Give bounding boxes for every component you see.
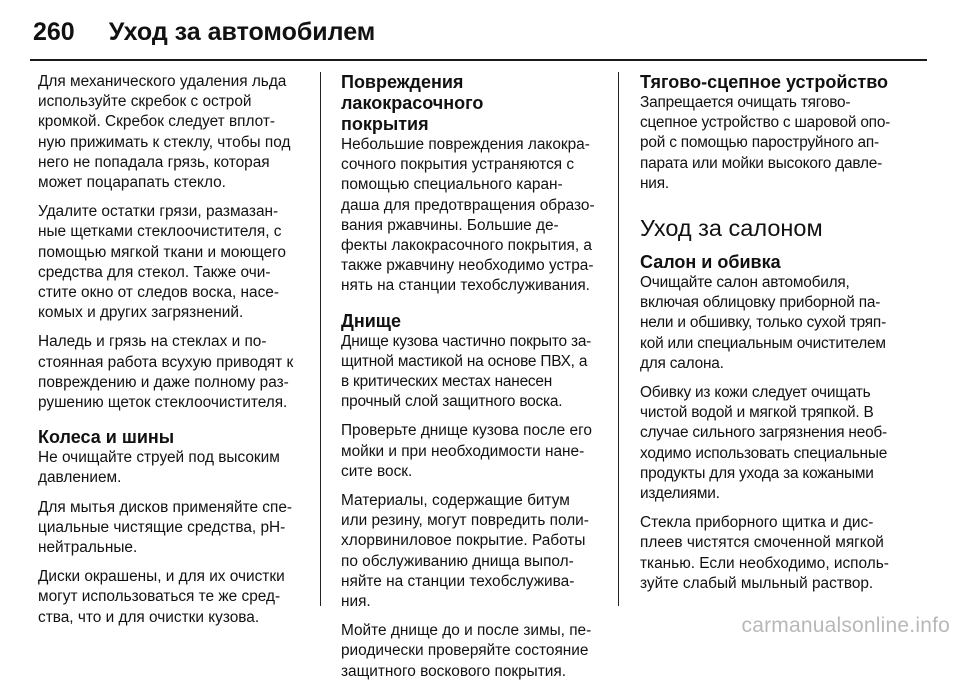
text-line: мойки и при необходимости нане- — [341, 442, 585, 460]
text-line: нейтральные. — [38, 539, 138, 557]
text-line: для салона. — [640, 354, 724, 372]
text-line: Очищайте салон автомобиля, — [640, 274, 850, 292]
column-divider-1 — [320, 72, 321, 606]
text-line: даша для предотвращения образо- — [341, 196, 595, 214]
text-line: сите воск. — [341, 462, 413, 480]
text-line: рушению щеток стеклоочистителя. — [38, 394, 288, 412]
text-line: кой или специальным очистителем — [640, 334, 886, 352]
wheel-cleaner-paragraph — [38, 498, 311, 559]
text-line: кромкой. Скребок следует вплот- — [38, 113, 276, 131]
upholstery-heading: Салон и обивка — [640, 252, 781, 273]
towbar-heading: Тягово-сцепное устройство — [640, 72, 889, 92]
page-title: Уход за автомобилем — [108, 17, 376, 46]
painted-wheels-paragraph — [38, 567, 311, 628]
text-line: по обслуживанию днища выпол- — [341, 552, 574, 570]
underbody-coating-paragraph — [341, 332, 605, 413]
text-line: Повреждения лакокрасочного — [341, 72, 484, 113]
text-line: Обивку из кожи следует очищать — [640, 384, 871, 402]
text-line: ния. — [640, 174, 669, 192]
text-line: продукты для ухода за кожаными — [640, 464, 874, 482]
text-line: Для механического удаления льда — [38, 73, 287, 90]
bitumen-warning-paragraph — [341, 491, 605, 612]
text-line: Материалы, содержащие битум — [341, 492, 570, 510]
paint-repair-paragraph — [341, 135, 605, 297]
column-left — [38, 72, 311, 637]
text-line: комых и других загрязнений. — [38, 304, 244, 322]
dirt-removal-paragraph — [38, 202, 311, 323]
text-line: щитной мастикой на основе ПВХ, а — [341, 352, 588, 370]
text-line: чистой водой и мягкой тряпкой. В — [640, 404, 874, 422]
ice-removal-paragraph — [38, 72, 311, 193]
page-number: 260 — [33, 17, 75, 46]
leather-care-paragraph — [640, 383, 908, 504]
text-line: сцепное устройство с шаровой опо- — [640, 114, 891, 132]
text-line: изделиями. — [640, 485, 720, 503]
text-line: хлорвиниловое покрытие. Работы — [341, 532, 586, 550]
text-line: ния. — [341, 593, 371, 611]
text-line: стите окно от следов воска, насе- — [38, 284, 279, 302]
text-line: средства для стекол. Также очи- — [38, 263, 271, 281]
text-line: Не очищайте струей под высоким — [38, 449, 280, 467]
text-line: стоянная работа всухую приводят к — [38, 353, 294, 371]
paint-damage-heading — [341, 72, 605, 135]
text-line: покрытия — [341, 114, 429, 134]
text-line: включая облицовку приборной па- — [640, 294, 881, 312]
text-line: помощью мягкой ткани и моющего — [38, 243, 286, 261]
text-line: используйте скребок с острой — [38, 93, 252, 111]
text-line: ную прижимать к стеклу, чтобы под — [38, 133, 291, 151]
towbar-paragraph — [640, 93, 908, 194]
text-line: нели и обшивку, только сухой тряп- — [640, 314, 886, 332]
text-line: могут использоваться те же сред- — [38, 588, 281, 606]
text-line: него не попадала грязь, которая — [38, 153, 270, 171]
text-line: Мойте днище до и после зимы, пе- — [341, 622, 592, 640]
text-line: случае сильного загрязнения необ- — [640, 424, 887, 442]
interior-cleaning-paragraph — [640, 273, 908, 374]
text-line: помощью специального каран- — [341, 176, 563, 194]
high-pressure-paragraph — [38, 448, 311, 488]
text-line: Запрещается очищать тягово- — [640, 94, 851, 111]
text-line: ства, что и для очистки кузова. — [38, 608, 260, 626]
text-line: тканью. Если необходимо, исполь- — [640, 554, 889, 572]
text-line: вания ржавчины. Большие де- — [341, 216, 559, 234]
underbody-heading: Днище — [341, 310, 401, 331]
text-line: в критических местах нанесен — [341, 373, 553, 391]
text-line: повреждению и даже полному раз- — [38, 373, 289, 391]
text-line: ные щетками стеклоочистителя, с — [38, 223, 282, 241]
text-line: риодически проверяйте состояние — [341, 642, 589, 660]
page-header — [33, 12, 375, 52]
column-right — [640, 72, 908, 603]
text-line: Днище кузова частично покрыто за- — [341, 332, 592, 350]
text-line: фекты лакокрасочного покрытия, а — [341, 237, 592, 255]
text-line: также ржавчину необходимо устра- — [341, 257, 594, 275]
text-line: рой с помощью пароструйного ап- — [640, 134, 879, 152]
winter-wash-paragraph — [341, 621, 605, 682]
column-middle — [341, 72, 605, 691]
column-divider-2 — [618, 72, 619, 606]
text-line: защитного воскового покрытия. — [341, 662, 566, 680]
text-line: Проверьте днище кузова после его — [341, 422, 592, 440]
text-line: давлением. — [38, 469, 122, 487]
wiper-damage-paragraph — [38, 332, 311, 413]
text-line: Удалите остатки грязи, размазан- — [38, 203, 279, 221]
text-line: Для мытья дисков применяйте спе- — [38, 498, 293, 516]
watermark: carmanualsonline.info — [741, 614, 950, 637]
text-line: парата или мойки высокого давле- — [640, 154, 883, 172]
text-line: Наледь и грязь на стеклах и по- — [38, 333, 267, 351]
wheels-tyres-heading: Колеса и шины — [38, 427, 175, 448]
text-line: ходимо использовать специальные — [640, 444, 888, 462]
text-line: няйте на станции техобслужива- — [341, 572, 575, 590]
text-line: прочный слой защитного воска. — [341, 393, 563, 411]
text-line: Диски окрашены, и для их очистки — [38, 568, 285, 586]
text-line: сочного покрытия устраняются с — [341, 156, 575, 174]
header-divider — [30, 59, 927, 61]
text-line: зуйте слабый мыльный раствор. — [640, 574, 874, 592]
text-line: Небольшие повреждения лакокра- — [341, 136, 590, 153]
text-line: или резину, могут повредить поли- — [341, 512, 589, 530]
display-glass-paragraph — [640, 513, 908, 594]
underbody-check-paragraph — [341, 421, 605, 482]
text-line: может поцарапать стекло. — [38, 174, 226, 192]
text-line: циальные чистящие средства, pH- — [38, 518, 286, 536]
text-line: нять на станции техобслуживания. — [341, 277, 590, 295]
interior-care-heading: Уход за салоном — [640, 215, 823, 242]
text-line: Стекла приборного щитка и дис- — [640, 514, 874, 532]
text-line: плеев чистятся смоченной мягкой — [640, 534, 884, 552]
